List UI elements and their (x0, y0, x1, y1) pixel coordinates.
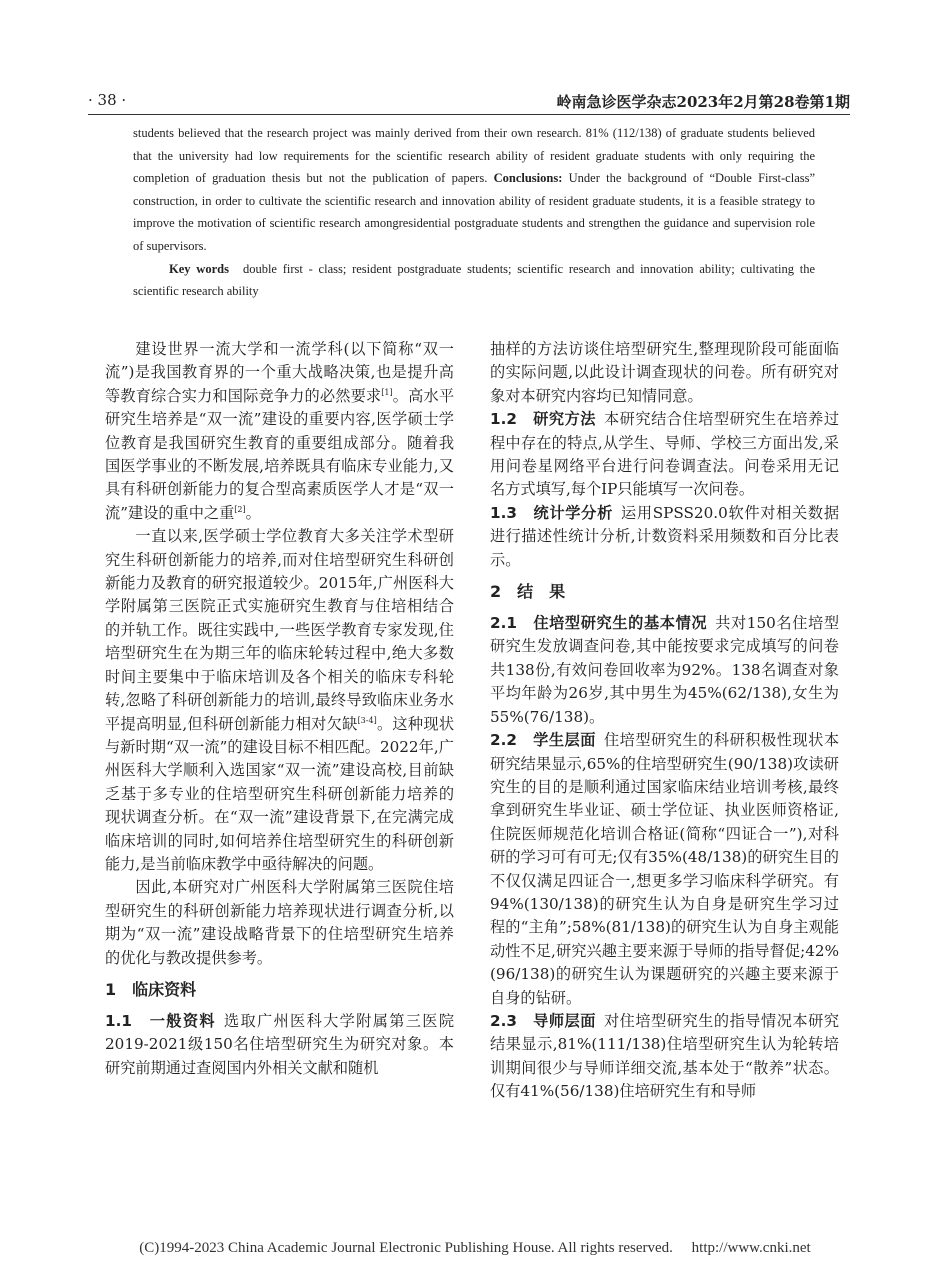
subsection-2-3: 2.3 导师层面 对住培型研究生的指导情况本研究结果显示,81%(111/138)住培型研究生认为轮转培训期间很少与导师详细交流,基本处于“散养”状态。仅有41%(56/138)住培研究生有和导师 (490, 1011, 840, 1101)
keywords-line (133, 258, 815, 303)
page-number: · 38 · (88, 91, 127, 109)
subsection-1-3-title: 1.3 统计学分析 (490, 503, 613, 522)
citation-ref: [1] (381, 387, 393, 397)
page-header (88, 88, 850, 115)
abstract-conclusions-text: Under the background of “Double First-class” construction, in order to cultivate the scientific research and innovation ability of resident graduate students, it is a feasible strategy to improve the motivation of scientific research amongresidential postgraduate students and strengthen the guidance and supervision role of supervisors. (133, 171, 816, 253)
english-abstract (133, 122, 815, 303)
subsection-2-1-title: 2.1 住培型研究生的基本情况 (490, 614, 708, 633)
subsection-1-3: 1.3 统计学分析 运用SPSS20.0软件对相关数据进行描述性统计分析,计数资料采用频数和百分比表示。 (490, 503, 840, 569)
subsection-1-1-continued: 抽样的方法访谈住培型研究生,整理现阶段可能面临的实际问题,以此设计调查现状的问卷。所有研究对象对本研究内容均已知情同意。 (490, 340, 839, 405)
subsection-1-2: 1.2 研究方法 本研究结合住培型研究生在培养过程中存在的特点,从学生、导师、学校三方面出发,采用问卷星网络平台进行问卷调查法。问卷采用无记名方式填写,每个IP只能填写一次问卷。 (490, 410, 840, 499)
keywords-label: Key words (169, 261, 229, 276)
intro-paragraph-2: 一直以来,医学硕士学位教育大多关注学术型研究生科研创新能力的培养,而对住培型研究生科研创新能力及教育的研究报道较少。2015年,广州医科大学附属第三医院正式实施研究生教育与住培相结合的并轨工作。既往实践中,一些医学教育专家发现,住培型研究生在为期三年的临床轮转过程中,绝大多数时间主要集中于临床培训及各个相关的临床专科轮转,忽略了科研创新能力的培训,最终导致临床业务水平提高明显,但科研创新能力相对欠缺[3-4]。这种现状与新时期“双一流”的建设目标不相匹配。2022年,广州医科大学顺利入选国家“双一流”建设高校,目前缺乏基于多专业的住培型研究生科研创新能力培养的现状调查分析。在“双一流”建设背景下,在完满完成临床培训的同时,如何培养住培型研究生的科研创新能力,是当前临床教学中亟待解决的问题。 (105, 527, 455, 873)
abstract-results-text: students believed that the research project was mainly derived from their own research. 81% (112/138) of graduate students believed that the university had low requirements for the scientific research ability of resident graduate students with only requiring the completion of graduation thesis but not the publication of papers. (133, 126, 815, 186)
journal-title: 岭南急诊医学杂志2023年2月第28卷第1期 (556, 93, 850, 111)
section-1-heading: 1 临床资料 (105, 979, 197, 999)
abstract-body (133, 122, 815, 258)
right-column (490, 338, 839, 1104)
citation-ref: [3-4] (357, 715, 377, 725)
subsection-2-1: 2.1 住培型研究生的基本情况 共对150名住培型研究生发放调查问卷,其中能按要求完成填写的问卷共138份,有效问卷回收率为92%。138名调查对象平均年龄为26岁,其中男生为45%(62/138),女生为55%(76/138)。 (490, 614, 840, 726)
intro-paragraph-3: 因此,本研究对广州医科大学附属第三医院住培型研究生的科研创新能力培养现状进行调查分析,以期为“双一流”建设战略背景下的住培型研究生培养的优化与教改提供参考。 (105, 878, 454, 967)
copyright-footer: (C)1994-2023 China Academic Journal Electronic Publishing House. All rights reserved. http://www.cnki.net (139, 1240, 811, 1256)
citation-ref: [2] (234, 504, 246, 514)
section-2-heading: 2 结 果 (490, 582, 566, 602)
left-column (105, 338, 454, 1080)
conclusions-label: Conclusions: (493, 171, 563, 186)
subsection-1-1: 1.1 一般资料 选取广州医科大学附属第三医院2019-2021级150名住培型研究生为研究对象。本研究前期通过查阅国内外相关文献和随机 (105, 1011, 454, 1077)
keywords-text: double first - class; resident postgraduate students; scientific research and innovation ability; cultivating the scientific research ability (133, 261, 815, 299)
subsection-2-3-title: 2.3 导师层面 (490, 1011, 596, 1030)
subsection-1-1-title: 1.1 一般资料 (105, 1011, 216, 1030)
subsection-2-2: 2.2 学生层面 住培型研究生的科研积极性现状本研究结果显示,65%的住培型研究生(90/138)攻读研究生的目的是顺利通过国家临床结业培训考核,最终拿到研究生毕业证、硕士学位证、执业医师资格证,住院医师规范化培训合格证(简称“四证合一”),对科研的学习可有可无;仅有35%(48/138)的研究生目的不仅仅满足四证合一,想更多学习临床科学研究。有94%(130/138)的研究生认为自身是研究生学习过程的“主角”;58%(81/138)的研究生认为自身主观能动性不足,研究兴趣主要来源于导师的指导督促;42%(96/138)的研究生认为课题研究的兴趣主要来源于自身的钻研。 (490, 731, 840, 1007)
subsection-2-2-title: 2.2 学生层面 (490, 731, 596, 750)
subsection-1-2-title: 1.2 研究方法 (490, 410, 596, 429)
intro-paragraph-1: 建设世界一流大学和一流学科(以下简称“双一流”)是我国教育界的一个重大战略决策,也是提升高等教育综合实力和国际竞争力的必然要求[1]。高水平研究生培养是“双一流”建设的重要内容,医学硕士学位教育是我国研究生教育的重要组成部分。随着我国医学事业的不断发展,培养既具有临床专业能力,又具有科研创新能力的复合型高素质医学人才是“双一流”建设的重中之重[2]。 (105, 340, 455, 522)
